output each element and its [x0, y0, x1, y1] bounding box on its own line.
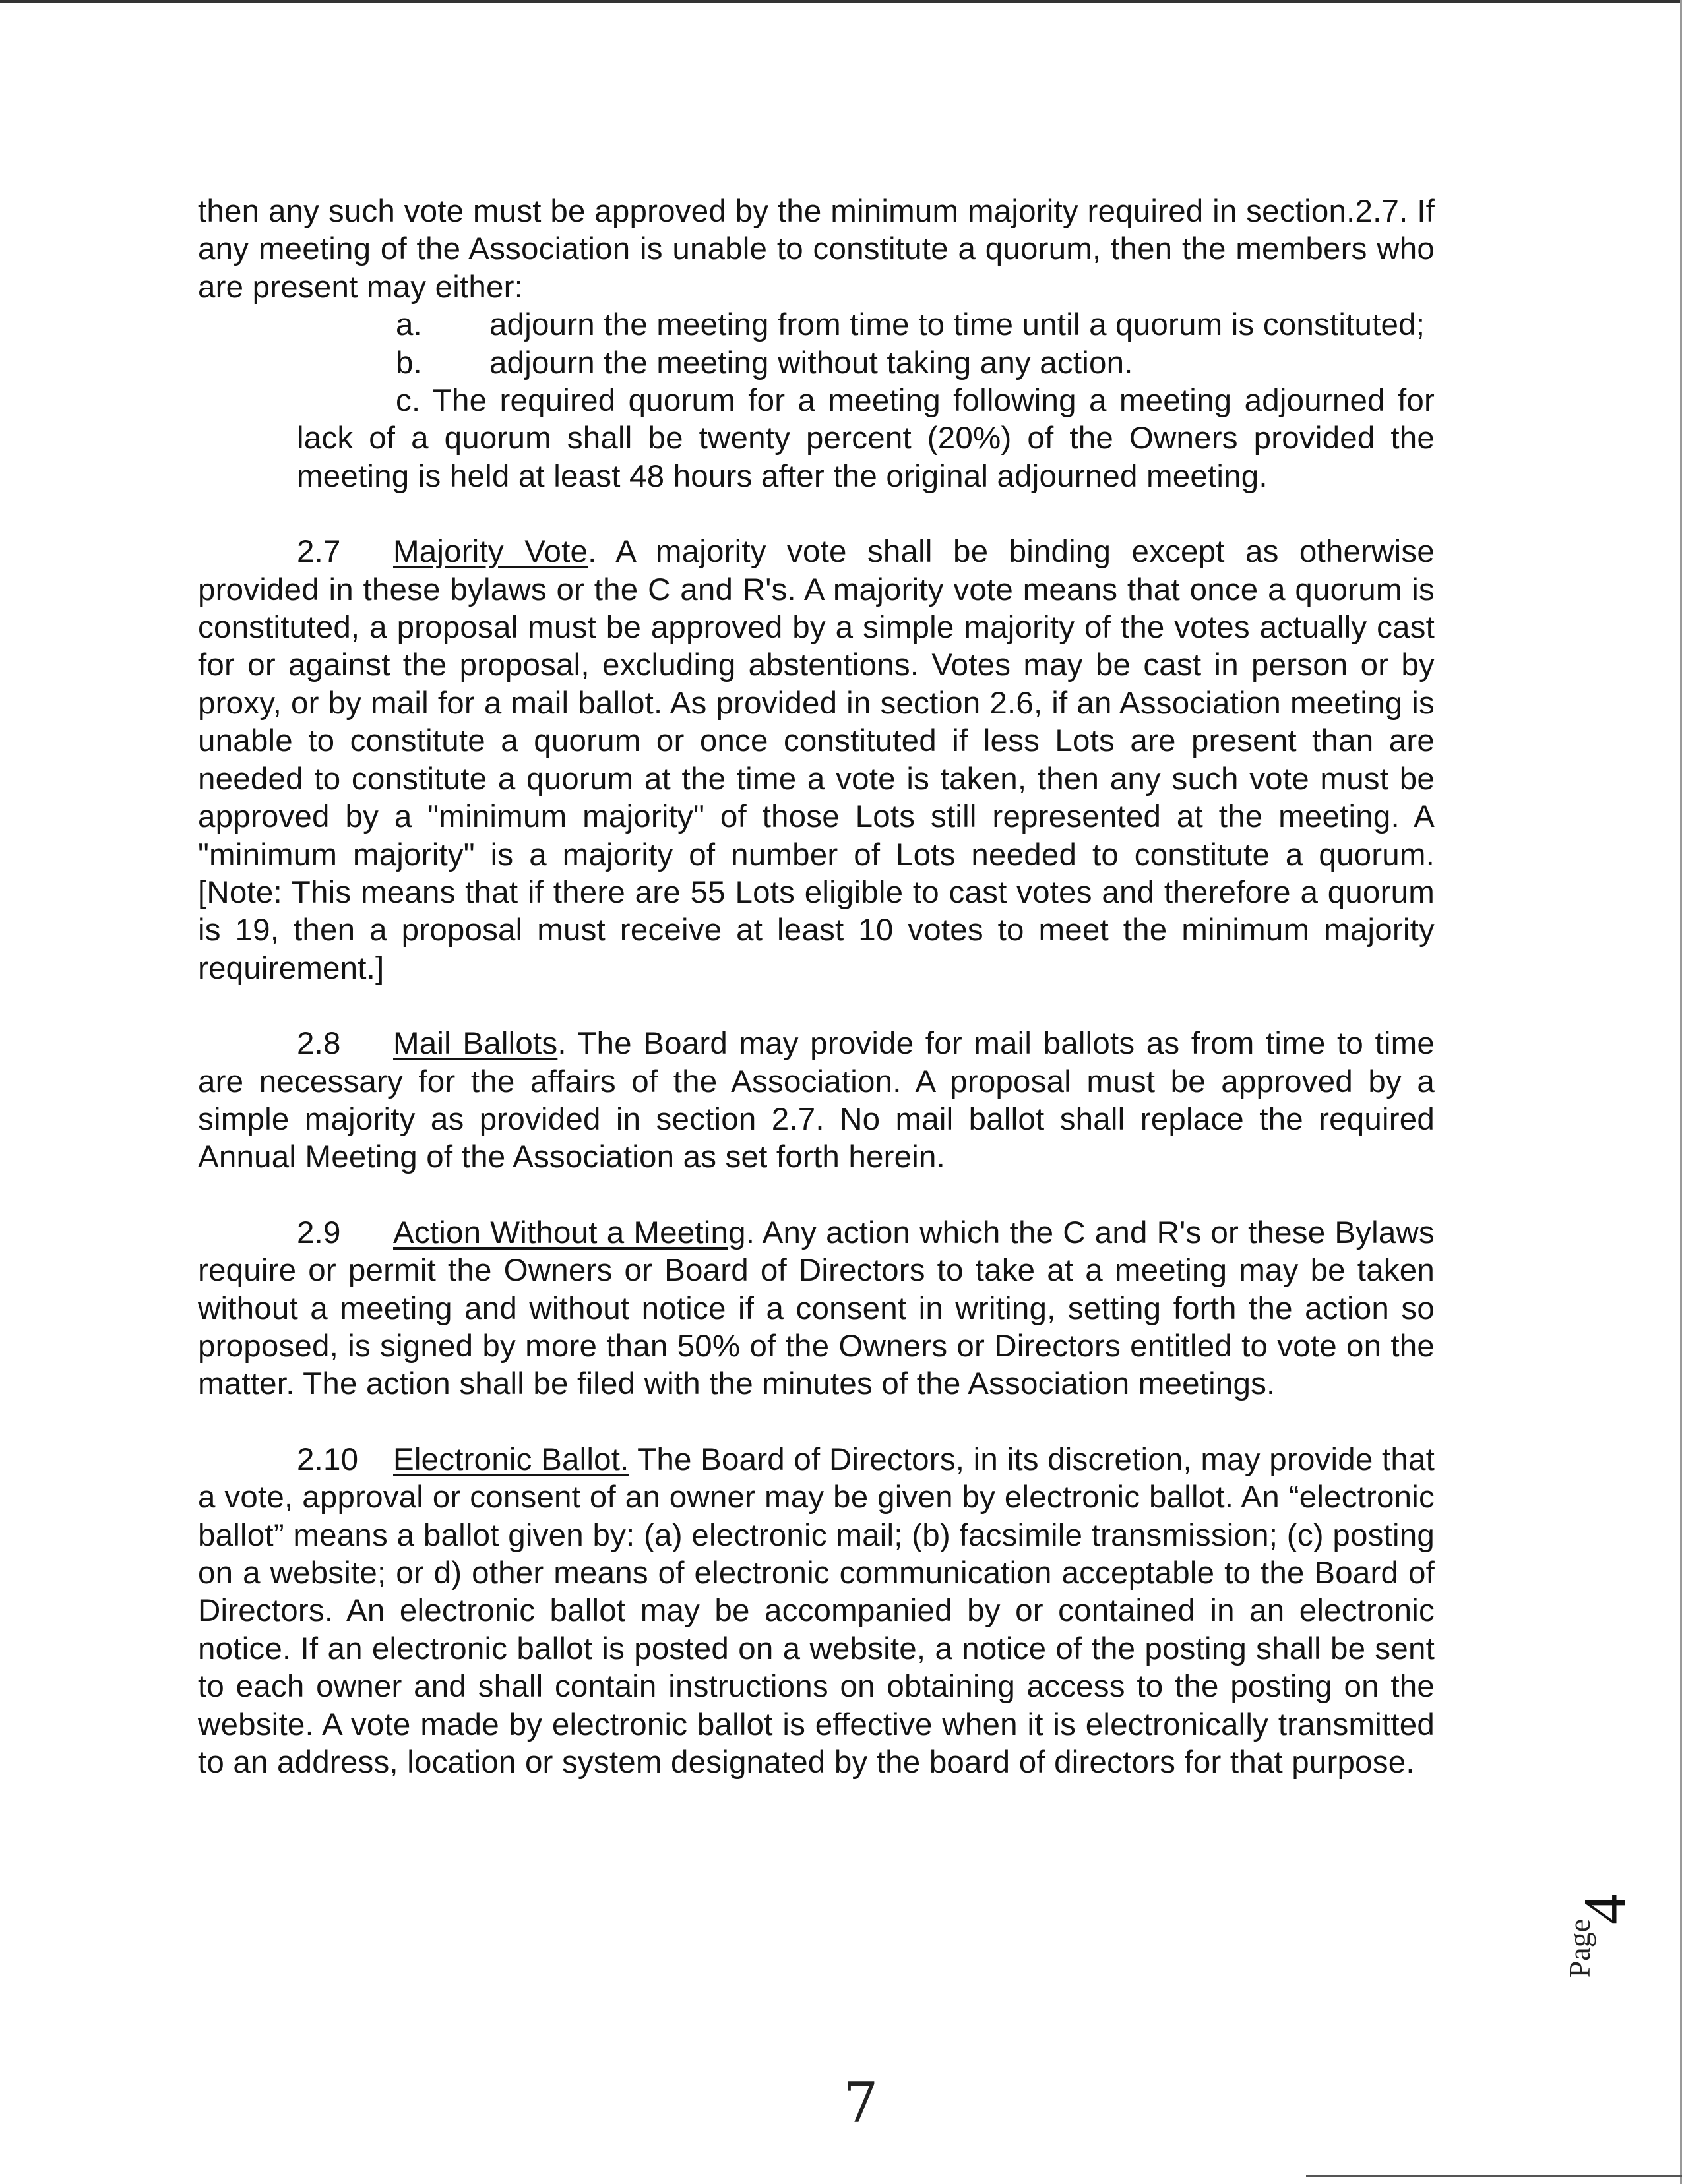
page-stamp-label: Page — [1563, 1918, 1597, 1978]
section-number: 2.10 — [297, 1441, 359, 1477]
list-item-b-label: b. — [396, 345, 423, 380]
section-2-9 — [198, 1214, 1435, 1403]
section-number: 2.8 — [297, 1026, 341, 1062]
list-item-b — [198, 344, 1435, 382]
section-title: Action Without a Meeting — [393, 1215, 746, 1250]
section-2-7 — [198, 533, 1435, 987]
section-title-suffix: . — [557, 1026, 567, 1062]
section-title-suffix: . — [588, 534, 597, 570]
section-2-8 — [198, 1025, 1435, 1176]
section-title-suffix: . — [745, 1215, 755, 1250]
list-item-b-text: adjourn the meeting without taking any action. — [489, 345, 1133, 380]
section-text: A majority vote shall be binding except as otherwise provided in these bylaws or the C and R's. A majority vote means that once a quorum is constituted, a proposal must be approved by a simple majority of the votes actually cast for or against the proposal, excluding abstentions. Votes may be cast in person or by proxy, or by mail for a mail ballot. As provided in section 2.6, if an Association meeting is unable to constitute a quorum or once constituted if less Lots are present than are needed to constitute a quorum at the time a vote is taken, then any such vote must be approved by a "minimum majority" of those Lots still represented at the meeting. A "minimum majority" is a majority of number of Lots needed to constitute a quorum. [Note: This means that if there are 55 Lots eligible to cast votes and therefore a quorum is 19, then a proposal must receive at least 10 votes to meet the minimum majority requirement.] — [198, 534, 1435, 986]
section-text: Any action which the C and R's or these Bylaws require or permit the Owners or Board of Directors to take at a meeting may be taken without a meeting and without notice if a consent in writing, setting forth the action so proposed, is signed by more than 50% of the Owners or Directors entitled to vote on the matter. The action shall be filed with the minutes of the Association meetings. — [198, 1215, 1435, 1402]
intro-paragraph: then any such vote must be approved by the minimum majority required in section.2.7. If any meeting of the Association is unable to constitute a quorum, then the members who are present may either: — [198, 194, 1435, 305]
list-item-c: c. The required quorum for a meeting following a meeting adjourned for lack of a quorum shall be twenty percent (20%) of the Owners provided the meeting is held at least 48 hours after the original adjourned meeting. — [297, 383, 1435, 494]
scan-edge-top — [0, 0, 1682, 3]
section-title: Mail Ballots — [393, 1026, 558, 1062]
section-2-10 — [198, 1441, 1435, 1782]
list-item-a-label: a. — [396, 307, 423, 343]
handwritten-page-mark: 7 — [843, 2071, 879, 2135]
section-text: The Board of Directors, in its discretion, may provide that a vote, approval or consent of an owner may be given by electronic ballot. An “electronic ballot” means a ballot given by: (a) electronic mail; (b) facsimile transmission; (c) posting on a website; or d) other means of electronic communication acceptable to the Board of Directors. An electronic ballot may be accompanied by or contained in an electronic notice. If an electronic ballot is posted on a website, a notice of the posting shall be sent to each owner and shall contain instructions on obtaining access to the posting on the website. A vote made by electronic ballot is effective when it is electronically transmitted to an address, location or system designated by the board of directors for that purpose. — [198, 1441, 1435, 1780]
section-number: 2.9 — [297, 1215, 341, 1250]
section-number: 2.7 — [297, 534, 341, 570]
section-title: Electronic Ballot. — [393, 1441, 629, 1477]
section-title: Majority Vote — [393, 534, 588, 570]
list-item-a-text: adjourn the meeting from time to time until a quorum is constituted; — [489, 307, 1425, 343]
scan-edge-bottom — [1306, 2175, 1682, 2177]
section-text: The Board may provide for mail ballots as from time to time are necessary for the affairs of the Association. A proposal must be approved by a simple majority as provided in section 2.7. No mail ballot shall replace the required Annual Meeting of the Association as set forth herein. — [198, 1026, 1435, 1175]
list-item-a — [198, 306, 1435, 344]
page-stamp-number: 4 — [1571, 1894, 1638, 1924]
body-text — [198, 193, 1435, 1781]
page-number-stamp — [1562, 1866, 1638, 2024]
